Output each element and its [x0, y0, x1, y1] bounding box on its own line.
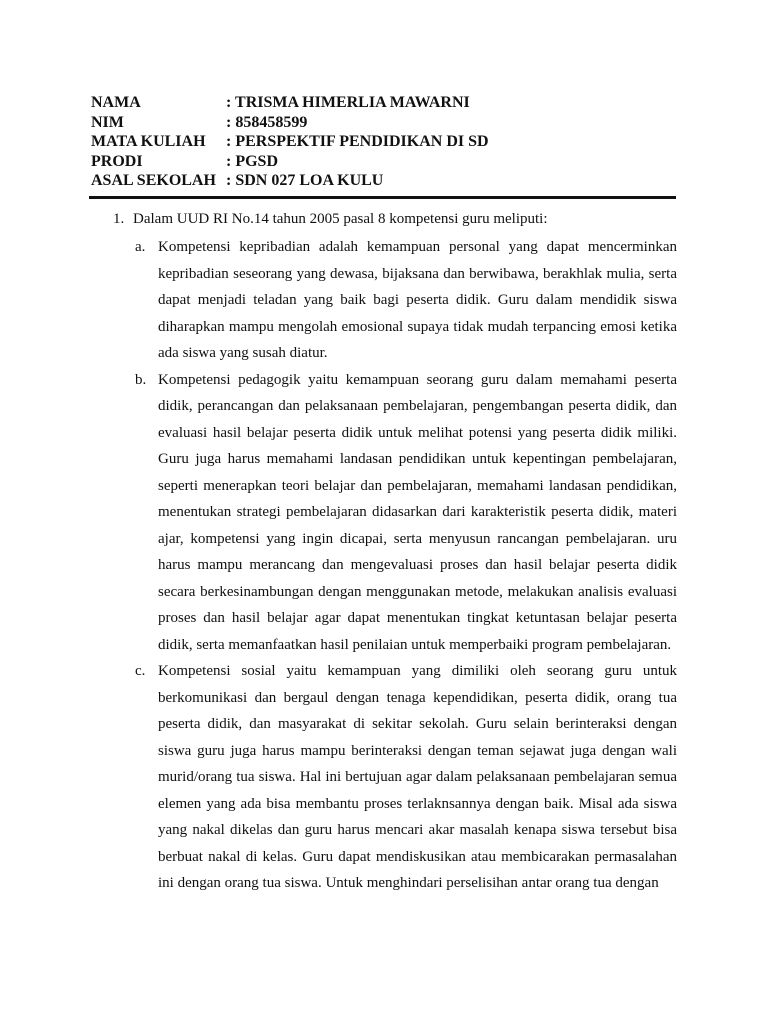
- header-divider: [89, 196, 676, 199]
- competency-list: [0, 234, 768, 897]
- competency-item-personality: [0, 234, 768, 367]
- header-value: : 858458599: [226, 113, 308, 131]
- header-label: PRODI: [91, 152, 143, 170]
- list-marker: b.: [135, 371, 147, 388]
- header-row-program: [91, 152, 489, 172]
- header-row-course: [91, 132, 489, 152]
- header-row-school: [91, 171, 489, 191]
- question-number: 1.: [113, 211, 125, 227]
- competency-text: Kompetensi pedagogik yaitu kemampuan seorang guru dalam memahami peserta didik, perancangan dan pelaksanaan pembelajaran, pengembangan peserta didik, dan evaluasi hasil belajar peserta didik untuk melihat potensi yang peserta didik miliki. Guru juga harus memahami landasan pendidikan untuk kepentingan pembelajaran, seperti menerapkan teori belajar dan pembelajaran, memahami landasan pendidikan, menentukan strategi pembelajaran didasarkan dari karakteristik peserta didik, materi ajar, kompetensi yang ingin dicapai, serta menyusun rancangan pembelajaran. uru harus mampu merancang dan mengevaluasi proses dan hasil belajar peserta didik secara berkesinambungan dengan menggunakan metode, melakukan analisis evaluasi proses dan hasil belajar agar dapat menentukan tingkat ketuntasan belajar peserta didik, serta memanfaatkan hasil penilaian untuk memperbaiki program pembelajaran.: [158, 371, 677, 653]
- header-row-nim: [91, 113, 489, 133]
- header-value: : PGSD: [226, 152, 278, 170]
- question-item: [0, 206, 768, 232]
- answer-content: [0, 206, 768, 897]
- header-label: NIM: [91, 113, 124, 131]
- header-value: : SDN 027 LOA KULU: [226, 172, 384, 189]
- header-label: ASAL SEKOLAH: [91, 172, 216, 189]
- competency-text: Kompetensi sosial yaitu kemampuan yang dimiliki oleh seorang guru untuk berkomunikasi dan bergaul dengan tenaga kependidikan, peserta didik, orang tua peserta didik, dan masyarakat di sekitar sekolah. Guru selain berinteraksi dengan siswa guru juga harus mampu berinteraksi dengan teman sejawat juga dengan wali murid/orang tua siswa. Hal ini bertujuan agar dalam pelaksanaan pembelajaran semua elemen yang ada bisa membantu proses terlaknsannya dengan baik. Misal ada siswa yang nakal dikelas dan guru harus mencari akar masalah kenapa siswa tersebut bisa berbuat nakal di kelas. Guru dapat mendiskusikan atau membicarakan permasalahan ini dengan orang tua siswa. Untuk menghindari perselisihan antar orang tua dengan: [158, 663, 677, 891]
- question-text: Dalam UUD RI No.14 tahun 2005 pasal 8 kompetensi guru meliputi:: [133, 211, 548, 227]
- header-value: : PERSPEKTIF PENDIDIKAN DI SD: [226, 133, 489, 150]
- header-label: NAMA: [91, 94, 141, 111]
- competency-text: Kompetensi kepribadian adalah kemampuan personal yang dapat mencerminkan kepribadian seseorang yang dewasa, bijaksana dan berwibawa, berakhlak mulia, serta dapat menjadi teladan yang baik bagi peserta didik. Guru dalam mendidik siswa diharapkan mampu mengolah emosional supaya tidak mudah terpancing emosi ketika ada siswa yang susah diatur.: [158, 239, 677, 361]
- header-value: : TRISMA HIMERLIA MAWARNI: [226, 94, 470, 111]
- list-marker: a.: [135, 239, 146, 255]
- list-marker: c.: [135, 663, 146, 679]
- header-row-name: [91, 93, 489, 113]
- header-label: MATA KULIAH: [91, 133, 206, 150]
- competency-item-pedagogic: [0, 367, 768, 659]
- student-info-header: [91, 93, 489, 191]
- competency-item-social: [0, 658, 768, 897]
